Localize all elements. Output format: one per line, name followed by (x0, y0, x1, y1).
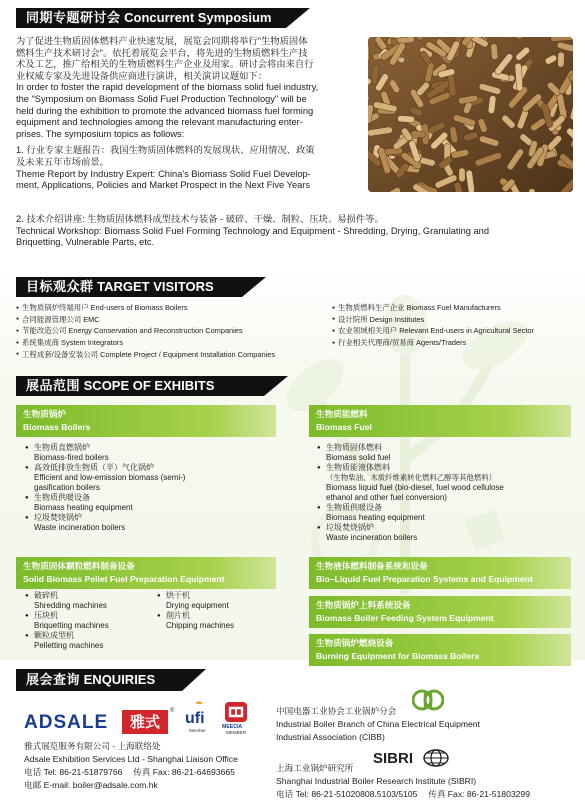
adsale-email[interactable]: 电邮 E-mail: boiler@adsale.com.hk (24, 780, 158, 790)
adsale-name-cn: 雅式展览服务有限公司 - 上海联络处 (24, 741, 161, 751)
list-item: ● 生物质锅炉终端用户 End-users of Biomass Boilers (16, 302, 275, 314)
category-title-cn: 生物质锅炉 (23, 409, 66, 419)
list-item (24, 611, 159, 631)
symposium-topic2 (16, 214, 572, 249)
visitors-list-left (16, 302, 275, 361)
boilers-list (24, 443, 284, 533)
item-cn: 压块机 (34, 611, 58, 620)
item-cn: 高效低排放生物质（半）气化锅炉 (34, 463, 154, 472)
intro-cn-line: 术及工艺，推广给相关的生物质燃料生产企业及用家。研讨会将由来自行 (16, 59, 314, 70)
intro-en-line: held during the exhibition to promote the advanced biomass fuel forming (16, 105, 314, 116)
pellet-shape (459, 168, 466, 182)
list-item (316, 463, 578, 503)
exhibits-header (16, 376, 264, 396)
cibb-name-cn: 中国电器工业协会工业锅炉分会 (276, 706, 397, 716)
item-cn: 烘干机 (166, 591, 190, 600)
fuel-list (316, 443, 578, 543)
topic1-en-line: ment, Applications, Policies and Market Prospect in the Next Five Years (16, 180, 311, 191)
list-item: ● 合同能源管理公司 EMC (16, 314, 275, 326)
cibb-name-en: Industrial Association (CIBB) (276, 732, 385, 742)
item-en: Biomass liquid fuel (bio-diesel, fuel wood cellulose (326, 483, 504, 492)
sibri-name-en: Shanghai Industrial Boiler Research Institute (SIBRI) (276, 776, 477, 786)
enquiries-header (16, 669, 182, 691)
intro-en-line: In order to foster the rapid development of the biomass solid fuel industry, (16, 82, 319, 93)
category-bar-boilers (16, 405, 276, 437)
item-cn: 生物质直燃锅炉 (34, 443, 90, 452)
intro-en-line: prises. The symposium topics as follows: (16, 128, 185, 139)
sibri-contact (276, 762, 530, 801)
item-en: Biomass-fired boilers (34, 453, 109, 462)
topic1-en-line: Theme Report by Industry Expert: China's Biomass Solid Fuel Develop- (16, 168, 311, 179)
list-item: ● 设计院所 Design Institutes (332, 314, 534, 326)
category-title-cn: 生物质锅炉燃烧设备 (316, 638, 394, 648)
intro-cn-line: 为了促进生物质固体燃料产业快速发展，展览会同期将举行"生物质固体 (16, 36, 308, 46)
exhibits-title-cn: 展品范围 (26, 378, 81, 393)
list-item (24, 443, 284, 463)
cibb-contact (276, 705, 480, 744)
intro-cn-line: 业权威专家及先进设备供应商进行演讲，相关演讲议题如下： (16, 70, 268, 81)
pellet-list-col1 (24, 591, 159, 651)
item-cn: 生物质固体燃料 (326, 443, 382, 452)
item-en: Biomass solid fuel (326, 453, 391, 462)
pellet-shape (368, 45, 369, 62)
item-cn: 削片机 (166, 611, 190, 620)
pellet-shape (411, 130, 426, 138)
list-item (24, 591, 159, 611)
list-item (24, 463, 284, 493)
category-title-cn: 生物质锅炉上料系统设备 (316, 600, 411, 610)
item-en: Drying equipment (166, 601, 229, 610)
sibri-fax: 传真 Fax: 86-21-51803299 (428, 789, 530, 799)
item-cn: 生物质能液体燃料 (326, 463, 390, 472)
list-item: ● 生物质燃料生产企业 Biomass Fuel Manufacturers (332, 302, 534, 314)
category-bar-feeding (309, 596, 571, 628)
category-title-en: Burning Equipment for Biomass Boilers (316, 651, 480, 661)
adsale-logo-text: ADSALE (24, 712, 109, 733)
category-title-cn: 生物质能燃料 (316, 409, 368, 419)
adsale-contact (24, 740, 238, 792)
pellet-list-col2 (156, 591, 281, 631)
category-title-en: Biomass Boilers (23, 422, 91, 432)
intro-en-line: equipment and technologies among the relevant manufacturing enter- (16, 117, 303, 128)
list-item (316, 443, 578, 463)
topic1-cn-line: 1. 行业专家主题报告：我国生物质固体燃料的发展现状、应用情况、政策 (16, 145, 315, 156)
category-title-en: Bio–Liquid Fuel Preparation Systems and Equipment (316, 574, 533, 584)
list-item: ● 行业相关代理商/贸易商 Agents/Traders (332, 337, 534, 349)
topic2-cn-line: 2. 技术介绍讲座: 生物质固体燃料成型技术与装备 - 破碎、干燥、制粒、压块、易损件等。 (16, 214, 384, 224)
visitors-header (16, 277, 242, 297)
sibri-logo-text: SIBRI (373, 750, 414, 767)
adsale-phone: 电话 Tel: 86-21-51879766 (24, 767, 123, 777)
pellet-shape (558, 52, 565, 67)
adsale-name-en: Adsale Exhibition Services Ltd - Shanghai Liaison Office (24, 754, 238, 764)
category-bar-burning (309, 634, 571, 666)
meecia-logo-text: MEECIA (222, 724, 243, 730)
item-cn: 垃圾焚烧锅炉 (326, 523, 374, 532)
list-item (24, 493, 284, 513)
topic2-en-line: Technical Workshop: Biomass Solid Fuel Forming Technology and Equipment - Shredding, Drying, Granulating and (16, 225, 490, 236)
item-cn: 生物质供暖设备 (34, 493, 90, 502)
ufi-logo (183, 701, 213, 735)
item-en: Waste incineration boilers (326, 533, 418, 542)
symposium-title-cn: 同期专题研讨会 (26, 10, 121, 25)
item-en: Biomass heating equipment (34, 503, 133, 512)
category-title-cn: 生物质固体颗粒燃料制备设备 (23, 561, 135, 571)
ufi-logo-text: ufi (185, 710, 205, 727)
enquiries-title-en: ENQUIRIES (83, 672, 156, 687)
category-title-en: Biomass Fuel (316, 422, 372, 432)
pellet-shape (397, 115, 414, 123)
item-cn: 生物质供暖设备 (326, 503, 382, 512)
item-en: Chipping machines (166, 621, 235, 630)
list-item: ● 农业领域相关用户 Relevant End-users in Agricultural Sector (332, 325, 534, 337)
list-item: ● 节能改造公司 Energy Conservation and Reconstruction Companies (16, 325, 275, 337)
sibri-phone-fax (276, 788, 530, 801)
enquiries-title-cn: 展会查询 (26, 672, 81, 687)
item-en: Briquetting machines (34, 621, 109, 630)
adsale-fax: 传真 Fax: 86-21-64693665 (133, 767, 235, 777)
list-item (24, 631, 159, 651)
ufi-caption: Member (189, 728, 206, 733)
item-cn: 破碎机 (34, 591, 58, 600)
topic2-en-line: Briquetting, Vulnerable Parts, etc. (16, 237, 155, 248)
sibri-globe-icon (423, 749, 449, 767)
intro-en-line: the "Symposium on Biomass Solid Fuel Production Technology" will be (16, 93, 307, 104)
pellet-shape (491, 43, 499, 60)
item-en: Waste incineration boilers (34, 523, 126, 532)
symposium-title-en: Concurrent Symposium (124, 10, 272, 25)
item-en: gasification boilers (34, 483, 100, 492)
list-item: ● 系统集成商 System Integrators (16, 337, 275, 349)
item-en: Shredding machines (34, 601, 107, 610)
item-cn: 颗粒成型机 (34, 631, 74, 640)
item-en: Biomass heating equipment (326, 513, 425, 522)
sibri-phone: 电话 Tel: 86-21-51020808.5103/5105 (276, 789, 418, 799)
cibb-logo (412, 686, 444, 714)
exhibits-title-en: SCOPE OF EXHIBITS (83, 378, 215, 393)
biomass-pellets-photo (368, 37, 573, 192)
visitors-title-en: TARGET VISITORS (97, 279, 214, 294)
category-bar-pellet (16, 557, 276, 589)
category-bar-liquid (309, 557, 571, 589)
category-title-en: Biomass Boiler Feeding System Equipment (316, 613, 494, 623)
symposium-intro (16, 36, 361, 192)
item-en: Efficient and low-emission biomass (semi-) (34, 473, 186, 482)
list-item (156, 591, 281, 611)
list-item (24, 513, 284, 533)
category-bar-fuel (309, 405, 571, 437)
list-item (316, 503, 578, 523)
registered-mark-icon: ® (170, 708, 175, 714)
adsale-phone-fax (24, 766, 238, 779)
item-en: （生物柴油、木质纤维素转化燃料乙醇等其他燃料） (326, 473, 496, 482)
category-title-en: Solid Biomass Pellet Fuel Preparation Equipment (23, 574, 225, 584)
symposium-header (16, 8, 286, 28)
visitors-list-right (332, 302, 534, 349)
visitors-title-cn: 目标观众群 (26, 279, 94, 294)
adsale-logo (24, 712, 108, 738)
cibb-name-en: Industrial Boiler Branch of China Electrical Equipment (276, 719, 480, 729)
list-item: ● 工程成套/设备安装公司 Complete Project / Equipment Installation Companies (16, 349, 275, 361)
list-item (316, 523, 578, 543)
adsale-chinese-logo: 雅式 (122, 710, 168, 734)
meecia-caption: MEMBER (226, 730, 247, 735)
sibri-name-cn: 上海工业锅炉研究所 (276, 763, 354, 773)
topic1-cn-line: 及未来五年市场前景。 (16, 156, 109, 167)
item-en: Pelletting machines (34, 641, 104, 650)
category-title-cn: 生物液体燃料制备系统和设备 (316, 561, 428, 571)
list-item (156, 611, 281, 631)
intro-cn-line: 燃料生产技术研讨会"。依托着展览会平台，将先进的生物质燃料生产技 (16, 47, 308, 58)
meecia-logo (222, 700, 252, 736)
item-cn: 垃圾焚烧锅炉 (34, 513, 82, 522)
item-en: ethanol and other fuel conversion) (326, 493, 447, 502)
